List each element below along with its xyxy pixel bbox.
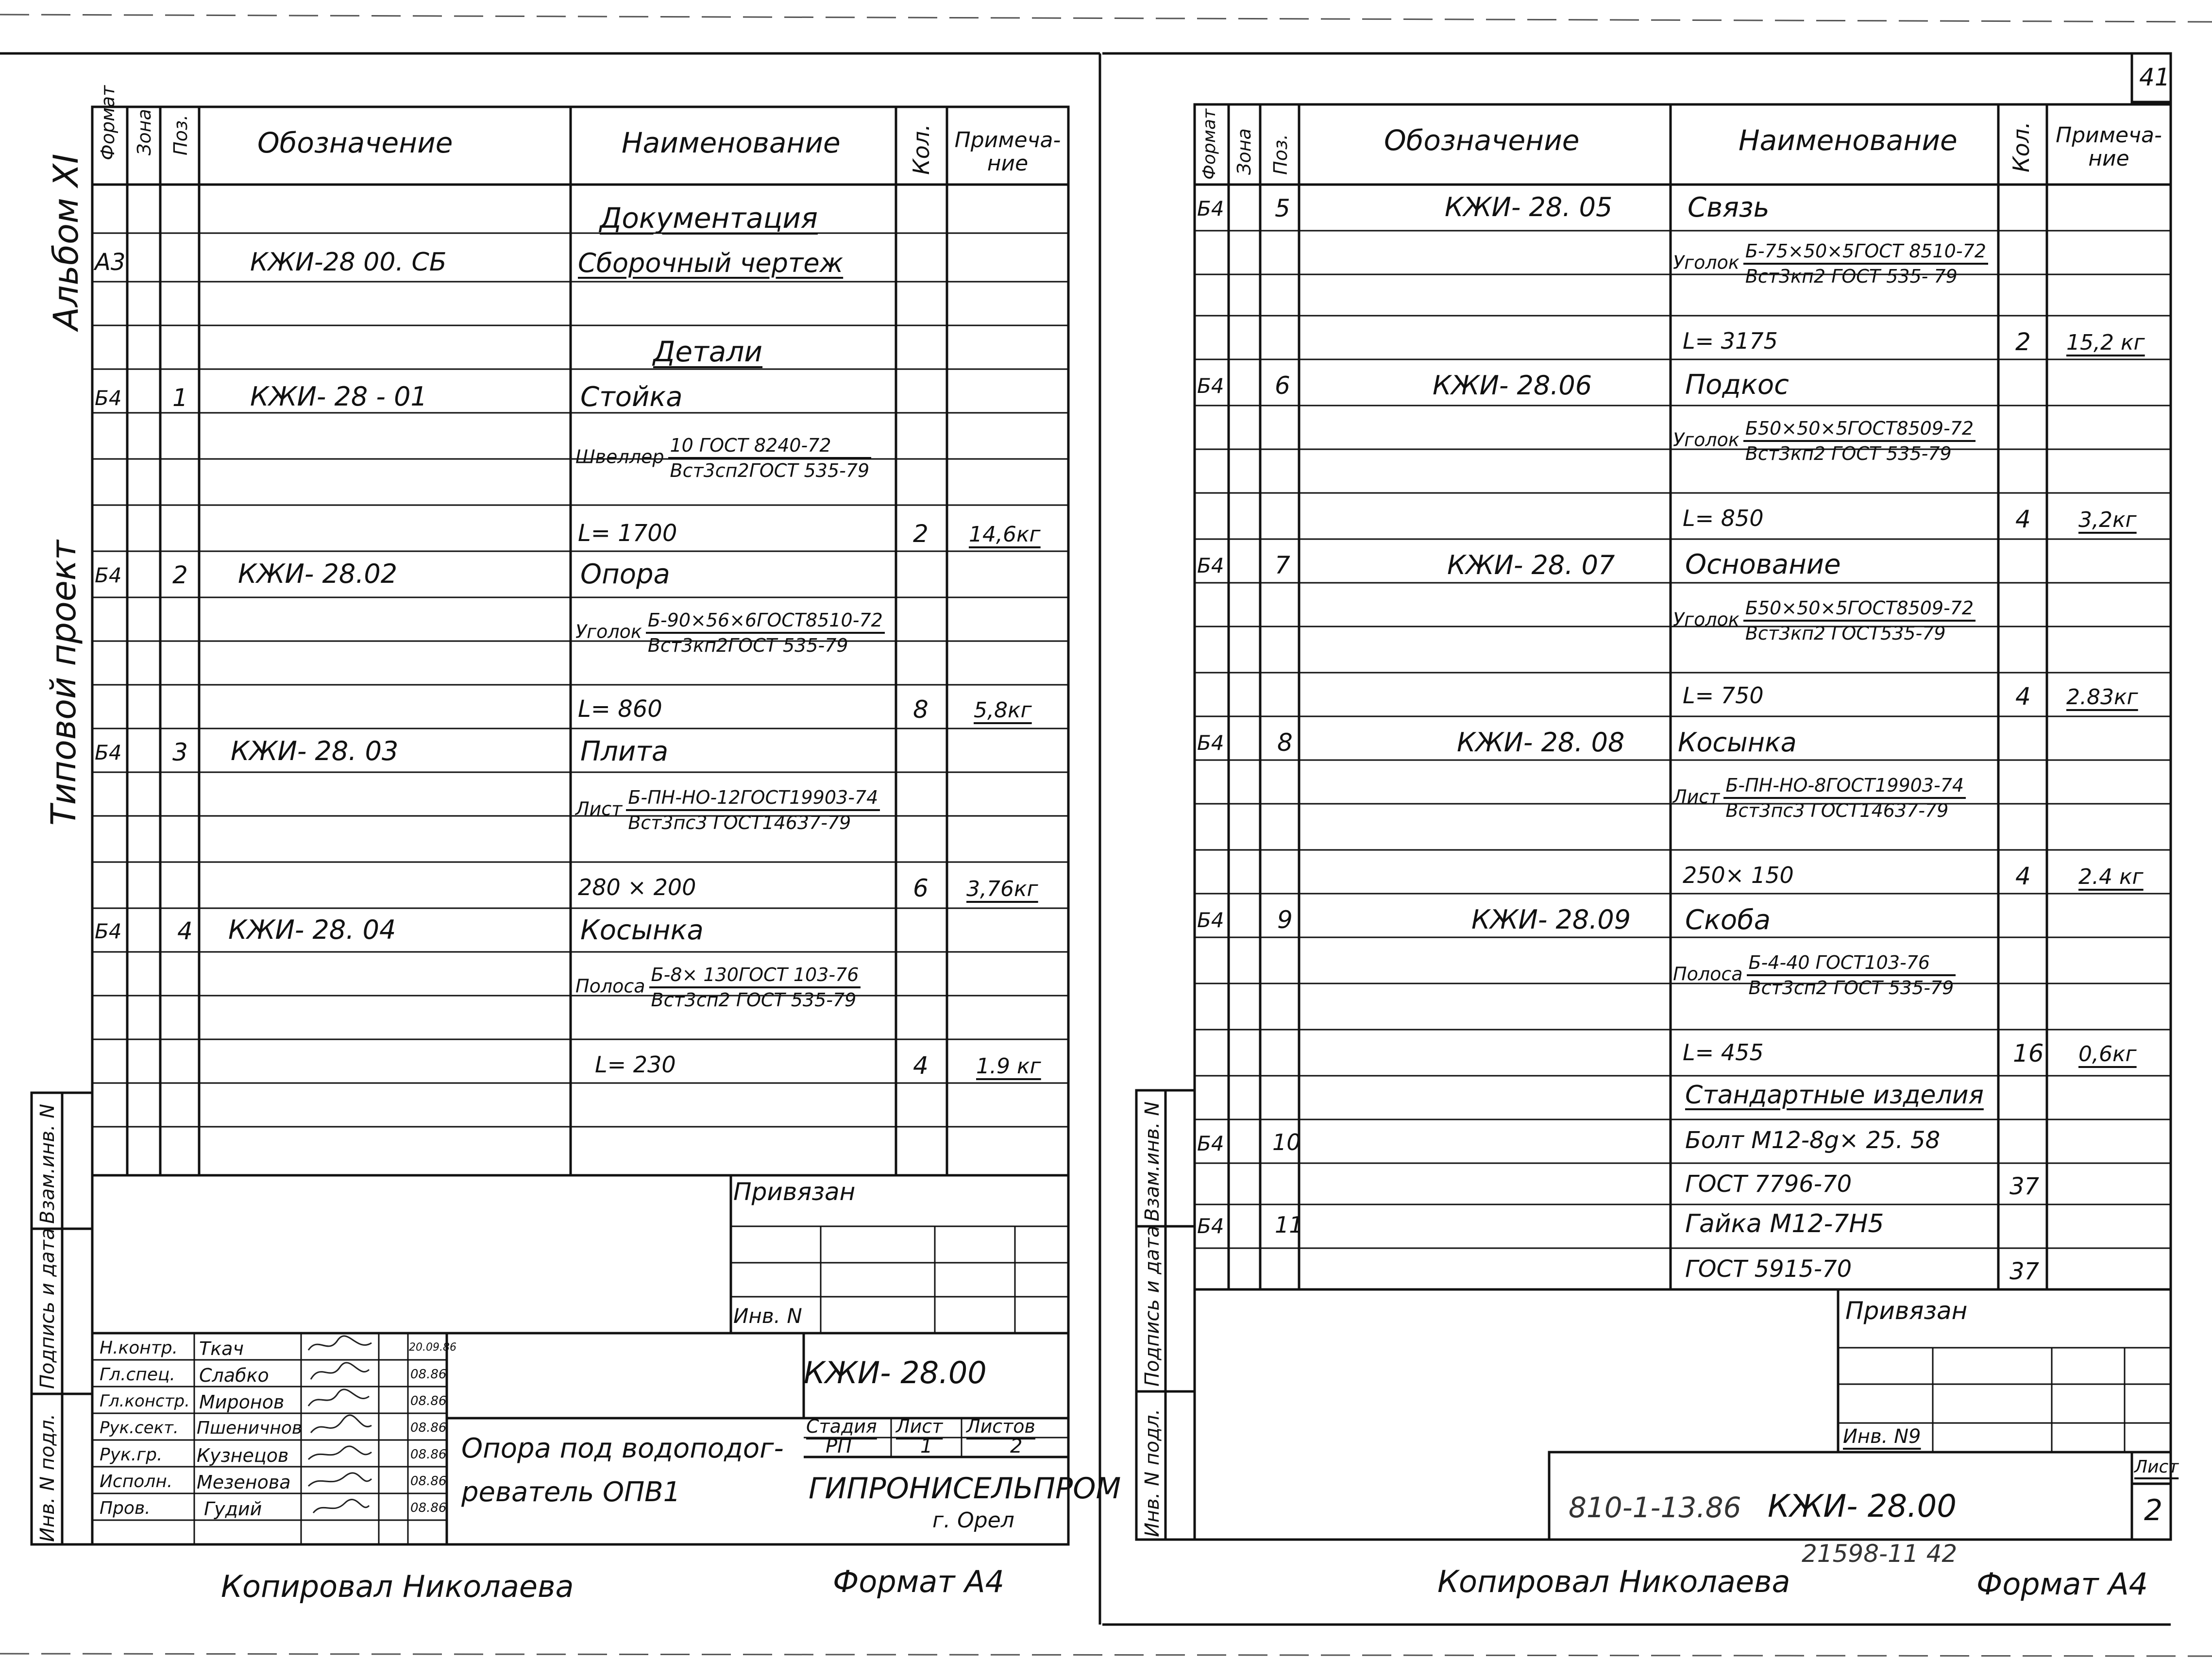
- material-prefix: Уголок: [1673, 609, 1739, 630]
- header-name: Наименование: [1739, 124, 1958, 157]
- item-qty: 4: [2015, 862, 2031, 890]
- archive-stamp: 21598-11 42: [1802, 1540, 1958, 1568]
- material-grade: Вст3кп2 ГОСТ535-79: [1745, 623, 1946, 644]
- stage-header: Стадия: [806, 1416, 877, 1437]
- attached-inv: Инв. N9: [1843, 1425, 1921, 1448]
- item-format: Б4: [1197, 554, 1224, 577]
- album-label: Альбом XI: [46, 153, 86, 330]
- item-name: Опора: [580, 559, 670, 590]
- item-format: Б4: [1197, 731, 1224, 755]
- header-designation: Обозначение: [257, 126, 453, 159]
- std-line1: Болт М12-8g× 25. 58: [1685, 1127, 1941, 1154]
- item-designation: КЖИ- 28. 07: [1447, 550, 1615, 580]
- section-parts: Детали: [653, 335, 763, 368]
- side-label-signature-date: Подпись и дата: [1141, 1225, 1164, 1387]
- album-code: 810-1-13.86: [1569, 1491, 1741, 1524]
- sig-role: Исполн.: [100, 1472, 173, 1491]
- copied-by: Копировал Николаева: [1437, 1564, 1790, 1599]
- copied-by: Копировал Николаева: [221, 1569, 574, 1604]
- side-label-signature-date: Подпись и дата: [36, 1228, 59, 1389]
- item-dimension: L= 850: [1683, 505, 1764, 531]
- sig-date: 08.86: [410, 1394, 447, 1408]
- material-grade: Вст3кп2 ГОСТ 535-79: [1745, 443, 1952, 464]
- material-prefix: Лист: [1673, 786, 1720, 808]
- item-dimension: L= 455: [1683, 1039, 1764, 1066]
- sig-role: Рук.сект.: [100, 1418, 179, 1438]
- item-note: 2.83кг: [2066, 685, 2138, 710]
- item-pos: 8: [1277, 728, 1293, 757]
- material-prefix: Полоса: [1673, 963, 1743, 985]
- sheet-value: 2: [2144, 1493, 2163, 1527]
- item-format: Б4: [95, 919, 122, 943]
- item-name: Скоба: [1685, 904, 1771, 936]
- material-profile: Б-8× 130ГОСТ 103-76: [649, 964, 861, 988]
- material-prefix: Уголок: [575, 621, 642, 643]
- item-note: 3,76кг: [966, 877, 1038, 901]
- material-grade: Вст3сп2 ГОСТ 535-79: [651, 989, 857, 1011]
- material-grade: Вст3кп2ГОСТ 535-79: [647, 635, 848, 656]
- sig-name: Слабко: [199, 1365, 269, 1386]
- item-designation: КЖИ- 28. 08: [1457, 727, 1625, 758]
- item-note: 14,6кг: [969, 522, 1041, 547]
- stage-value: РП: [826, 1435, 852, 1457]
- sig-date: 08.86: [410, 1421, 447, 1435]
- city: г. Орел: [932, 1508, 1014, 1533]
- material-prefix: Лист: [575, 798, 623, 820]
- project-label: Типовой проект: [44, 540, 84, 826]
- sig-name: Пшеничнов: [197, 1418, 303, 1438]
- material-profile: Б-ПН-НО-12ГОСТ19903-74: [626, 787, 880, 811]
- material-profile: Б-ПН-НО-8ГОСТ19903-74: [1723, 775, 1966, 799]
- format-label: Формат А4: [1976, 1566, 2148, 1602]
- item-designation: КЖИ- 28 - 01: [250, 381, 427, 412]
- item-dimension: L= 750: [1683, 682, 1764, 709]
- header-format: Формат: [1199, 108, 1219, 180]
- sheets-header: Листов: [966, 1416, 1035, 1437]
- material-profile: Б-75×50×5ГОСТ 8510-72: [1743, 240, 1988, 265]
- item-qty: 8: [913, 695, 929, 724]
- std-format: Б4: [1197, 1214, 1224, 1238]
- header-format: Формат: [97, 85, 118, 160]
- header-qty: Кол.: [908, 124, 934, 175]
- sig-name: Гудий: [204, 1498, 262, 1520]
- item-dimension: 250× 150: [1683, 862, 1794, 888]
- item-pos: 1: [172, 384, 188, 412]
- std-line2: ГОСТ 7796-70: [1685, 1170, 1852, 1198]
- header-qty: Кол.: [2008, 121, 2034, 172]
- item-pos: 7: [1275, 551, 1290, 579]
- item-format: Б4: [1197, 197, 1224, 220]
- item-note: 15,2 кг: [2066, 330, 2145, 355]
- sig-name: Миронов: [199, 1391, 285, 1413]
- item-designation: КЖИ- 28.06: [1433, 370, 1592, 401]
- doc-code: КЖИ- 28.00: [1768, 1489, 1957, 1525]
- item-qty: 2: [2015, 328, 2031, 356]
- item-pos: 5: [1275, 194, 1290, 222]
- material-grade: Вст3кп2 ГОСТ 535- 79: [1745, 266, 1958, 287]
- item-qty: 4: [2015, 682, 2031, 711]
- item-dimension: 280 × 200: [578, 874, 696, 900]
- item-designation: КЖИ- 28. 04: [228, 915, 396, 945]
- sig-name: Кузнецов: [197, 1445, 289, 1466]
- item-format: Б4: [95, 741, 122, 764]
- item-dimension: L= 3175: [1683, 328, 1778, 354]
- sheets-value: 2: [1010, 1435, 1023, 1457]
- item-pos: 2: [172, 561, 188, 589]
- sig-date: 08.86: [410, 1501, 447, 1515]
- doc-designation: КЖИ-28 00. СБ: [250, 248, 447, 277]
- side-label-original-inv: Инв. N подл.: [36, 1413, 59, 1542]
- section-documentation: Документация: [600, 202, 818, 235]
- material-prefix: Уголок: [1673, 429, 1739, 451]
- material-profile: Б-4-40 ГОСТ103-76: [1747, 952, 1956, 976]
- item-pos: 6: [1275, 372, 1290, 400]
- item-format: Б4: [95, 563, 122, 587]
- item-name: Связь: [1688, 192, 1770, 223]
- item-format: Б4: [1197, 908, 1224, 932]
- material-profile: Б50×50×5ГОСТ8509-72: [1743, 418, 1976, 442]
- item-note: 0,6кг: [2078, 1042, 2137, 1067]
- header-note: Примеча-ние: [2056, 123, 2162, 171]
- sig-name: Ткач: [199, 1338, 244, 1359]
- std-line2: ГОСТ 5915-70: [1685, 1255, 1852, 1283]
- doc-code: КЖИ- 28.00: [804, 1355, 987, 1390]
- sig-date: 20.09.86: [409, 1341, 456, 1354]
- item-pos: 3: [172, 738, 188, 766]
- doc-title-line2: реватель ОПВ1: [461, 1476, 681, 1508]
- sig-date: 08.86: [410, 1474, 447, 1489]
- attached-title: Привязан: [1845, 1297, 1968, 1325]
- header-zone: Зона: [134, 109, 155, 155]
- sig-role: Н.контр.: [100, 1338, 178, 1358]
- std-qty: 37: [2009, 1258, 2040, 1285]
- std-line1: Гайка М12-7Н5: [1685, 1209, 1884, 1238]
- item-name: Основание: [1685, 549, 1841, 580]
- std-format: Б4: [1197, 1132, 1224, 1155]
- sig-role: Рук.гр.: [100, 1445, 163, 1465]
- item-name: Подкос: [1685, 369, 1789, 401]
- material-profile: Б50×50×5ГОСТ8509-72: [1743, 597, 1976, 622]
- sheet-header: Лист: [896, 1416, 943, 1437]
- sig-name: Мезенова: [197, 1472, 291, 1493]
- std-pos: 11: [1275, 1212, 1303, 1238]
- sig-role: Гл.спец.: [100, 1365, 175, 1385]
- item-qty: 4: [913, 1051, 929, 1080]
- item-dimension: L= 230: [595, 1051, 676, 1078]
- sig-date: 08.86: [410, 1447, 447, 1462]
- header-name: Наименование: [622, 126, 841, 159]
- material-profile: 10 ГОСТ 8240-72: [668, 435, 872, 459]
- sheet-number-top: 41: [2139, 63, 2170, 91]
- side-label-original-inv: Инв. N подл.: [1141, 1408, 1164, 1537]
- item-qty: 2: [913, 520, 929, 548]
- item-qty: 4: [2015, 505, 2031, 533]
- item-designation: КЖИ- 28.09: [1471, 904, 1631, 935]
- material-grade: Вст3сп2ГОСТ 535-79: [670, 460, 870, 481]
- header-designation: Обозначение: [1384, 124, 1580, 157]
- item-format: Б4: [1197, 374, 1224, 398]
- item-pos: 4: [177, 917, 193, 945]
- item-note: 2.4 кг: [2078, 864, 2144, 889]
- sig-role: Гл.констр.: [100, 1391, 190, 1411]
- item-name: Плита: [580, 736, 669, 767]
- material-prefix: Уголок: [1673, 252, 1739, 273]
- attached-title: Привязан: [733, 1178, 856, 1206]
- material-prefix: Полоса: [575, 975, 645, 997]
- attached-inv: Инв. N: [733, 1304, 802, 1328]
- sheet-value: 1: [920, 1435, 933, 1457]
- doc-format: A3: [95, 249, 126, 276]
- header-pos: Поз.: [1270, 134, 1291, 175]
- doc-title-line1: Опора под водоподог-: [461, 1433, 784, 1464]
- material-grade: Вст3сп2 ГОСТ 535-79: [1748, 977, 1954, 999]
- doc-name: Сборочный чертеж: [578, 248, 844, 278]
- std-pos: 10: [1272, 1129, 1301, 1155]
- header-pos: Поз.: [170, 114, 191, 155]
- item-pos: 9: [1277, 906, 1293, 934]
- material-grade: Вст3пс3 ГОСТ14637-79: [1725, 800, 1949, 821]
- item-note: 1.9 кг: [976, 1054, 1041, 1079]
- organization: ГИПРОНИСЕЛЬПРОМ: [809, 1472, 1121, 1506]
- item-designation: КЖИ- 28.02: [238, 559, 398, 589]
- item-note: 5,8кг: [974, 698, 1032, 723]
- material-profile: Б-90×56×6ГОСТ8510-72: [646, 610, 885, 634]
- item-name: Стойка: [580, 381, 683, 413]
- section-standard-items: Стандартные изделия: [1685, 1081, 1984, 1110]
- item-name: Косынка: [580, 915, 704, 946]
- item-qty: 16: [2013, 1039, 2044, 1067]
- item-designation: КЖИ- 28. 05: [1445, 192, 1613, 222]
- material-grade: Вст3пс3 ГОСТ14637-79: [628, 812, 851, 833]
- item-designation: КЖИ- 28. 03: [231, 736, 399, 766]
- format-label: Формат А4: [833, 1564, 1005, 1599]
- item-note: 3,2кг: [2078, 508, 2137, 532]
- item-dimension: L= 1700: [578, 520, 677, 547]
- sig-role: Пров.: [100, 1498, 151, 1518]
- side-label-replaced-inv: Взам.инв. N: [36, 1103, 59, 1224]
- item-name: Косынка: [1678, 727, 1797, 758]
- material-prefix: Швеллер: [575, 446, 664, 468]
- side-label-replaced-inv: Взам.инв. N: [1141, 1101, 1164, 1221]
- item-dimension: L= 860: [578, 695, 662, 723]
- item-qty: 6: [913, 874, 929, 902]
- item-format: Б4: [95, 386, 122, 410]
- sig-date: 08.86: [410, 1367, 447, 1382]
- sheet-header: Лист: [2134, 1457, 2179, 1477]
- header-zone: Зона: [1233, 128, 1255, 175]
- std-qty: 37: [2009, 1173, 2040, 1200]
- header-note: Примеча-ние: [954, 128, 1061, 176]
